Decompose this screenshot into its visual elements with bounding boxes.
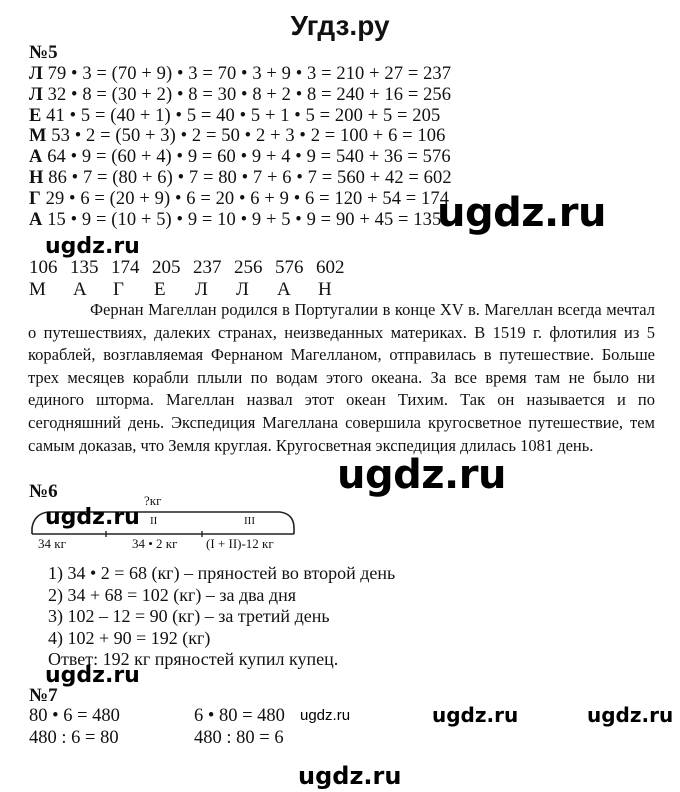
answer-number: 576 <box>275 257 304 278</box>
answer-letter: Г <box>113 279 124 300</box>
watermark: ugdz.ru <box>45 234 140 259</box>
answer-number: 256 <box>234 257 263 278</box>
equation-letter: Е <box>29 105 42 126</box>
equation-expr: 32 • 8 = (30 + 2) • 8 = 30 • 8 + 2 • 8 = 240 + 16 = 256 <box>42 84 452 105</box>
watermark: ugdz.ru <box>298 762 402 790</box>
equation-letter: Н <box>29 167 44 188</box>
equation-letter: Л <box>29 64 43 84</box>
equation-line <box>29 189 452 210</box>
task-7-equation: 80 • 6 = 480 <box>29 706 120 726</box>
watermark: ugdz.ru <box>300 707 351 724</box>
answer-letter: Л <box>195 279 208 300</box>
answer-number: 135 <box>70 257 99 278</box>
watermark: ugdz.ru <box>45 663 140 688</box>
answer-number: 174 <box>111 257 140 278</box>
equation-expr: 86 • 7 = (80 + 6) • 7 = 80 • 7 + 6 • 7 = 560 + 42 = 602 <box>43 167 452 188</box>
magellan-paragraph <box>28 299 655 457</box>
equation-line <box>29 210 452 231</box>
task-7-column-1 <box>29 705 120 749</box>
watermark: ugdz.ru <box>437 190 606 236</box>
equation-line <box>29 168 452 189</box>
site-title: Угдз.ру <box>290 10 390 41</box>
equation-line <box>29 147 452 168</box>
equation-letter: А <box>29 209 43 230</box>
answer-letter: Л <box>236 279 249 300</box>
equation-letter: А <box>29 147 43 168</box>
solution-step: 1) 34 • 2 = 68 (кг) – пряностей во второй день <box>48 563 396 583</box>
watermark: ugdz.ru <box>432 703 519 727</box>
watermark: ugdz.ru <box>45 505 140 530</box>
answer-number: 205 <box>152 257 181 278</box>
diagram-under-label: 34 кг <box>38 536 66 551</box>
task-7-equation: 6 • 80 = 480 <box>194 706 285 726</box>
equation-expr: 29 • 6 = (20 + 9) • 6 = 20 • 6 + 9 • 6 = 120 + 54 = 174 <box>40 188 450 209</box>
task-5-equations <box>29 64 452 230</box>
diagram-under-label: 34 • 2 кг <box>132 536 178 551</box>
answer-letter: А <box>277 279 291 300</box>
task-7-equation: 480 : 6 = 80 <box>29 728 119 748</box>
answer-number: 602 <box>316 257 345 278</box>
solution-answer: Ответ: 192 кг пряностей купил купец. <box>48 649 339 670</box>
answer-letter: А <box>73 279 87 300</box>
watermark: ugdz.ru <box>587 703 674 727</box>
equation-expr: 41 • 5 = (40 + 1) • 5 = 40 • 5 + 1 • 5 = 200 + 5 = 205 <box>41 105 441 126</box>
task-5-number: №5 <box>29 42 58 63</box>
diagram-segment-label: II <box>150 515 158 527</box>
task-7-equation: 480 : 80 = 6 <box>194 728 284 748</box>
solution-step: 3) 102 – 12 = 90 (кг) – за третий день <box>48 606 330 627</box>
task-6-solution <box>48 563 395 671</box>
answer-number: 106 <box>29 257 58 278</box>
equation-expr: 79 • 3 = (70 + 9) • 3 = 70 • 3 + 9 • 3 = 210 + 27 = 237 <box>42 64 452 84</box>
diagram-segment-label: III <box>244 515 255 527</box>
solution-step: 2) 34 + 68 = 102 (кг) – за два дня <box>48 584 296 605</box>
watermark: ugdz.ru <box>337 452 506 498</box>
solution-step: 4) 102 + 90 = 192 (кг) <box>48 627 211 648</box>
equation-letter: М <box>29 126 47 147</box>
task-6-number: №6 <box>29 481 58 502</box>
equation-line <box>29 126 452 147</box>
answer-letter: Н <box>318 279 332 300</box>
equation-expr: 64 • 9 = (60 + 4) • 9 = 60 • 9 + 4 • 9 = 540 + 36 = 576 <box>42 147 451 168</box>
paragraph-text: Фернан Магеллан родился в Португалии в конце XV в. Магеллан всегда мечтал о путешествиях, далеких странах, неизведанных материках. В 1519 г. флотилия из 5 кораблей, возглавляемая Фернаном Магелланом, отправилась в путешествие. Больше трех месяцев корабли плыли по водам этого океана. За все время там не было ни единого шторма. Магеллан назвал этот океан Тихим. Так он называется и по сегодняшний день. Экспедиция Магеллана совершила кругосветное путешествие, тем самым доказав, что Земля круглая. Кругосветная экспедиция длилась 1081 день. <box>28 300 655 455</box>
equation-line <box>29 106 452 127</box>
equation-line <box>29 64 452 85</box>
equation-letter: Л <box>29 84 43 105</box>
equation-expr: 53 • 2 = (50 + 3) • 2 = 50 • 2 + 3 • 2 = 100 + 6 = 106 <box>46 126 446 147</box>
diagram-under-label: (I + II)-12 кг <box>206 536 274 551</box>
answer-number: 237 <box>193 257 222 278</box>
equation-expr: 15 • 9 = (10 + 5) • 9 = 10 • 9 + 5 • 9 = 90 + 45 = 135 <box>42 209 442 230</box>
answer-letter: Е <box>154 279 166 300</box>
equation-letter: Г <box>29 188 41 209</box>
answer-numbers-row <box>0 257 680 281</box>
equation-line <box>29 85 452 106</box>
answer-letter: М <box>29 279 46 300</box>
diagram-total-label: ?кг <box>144 493 162 508</box>
task-7-column-2 <box>194 705 285 749</box>
task-7-number: №7 <box>29 685 58 706</box>
